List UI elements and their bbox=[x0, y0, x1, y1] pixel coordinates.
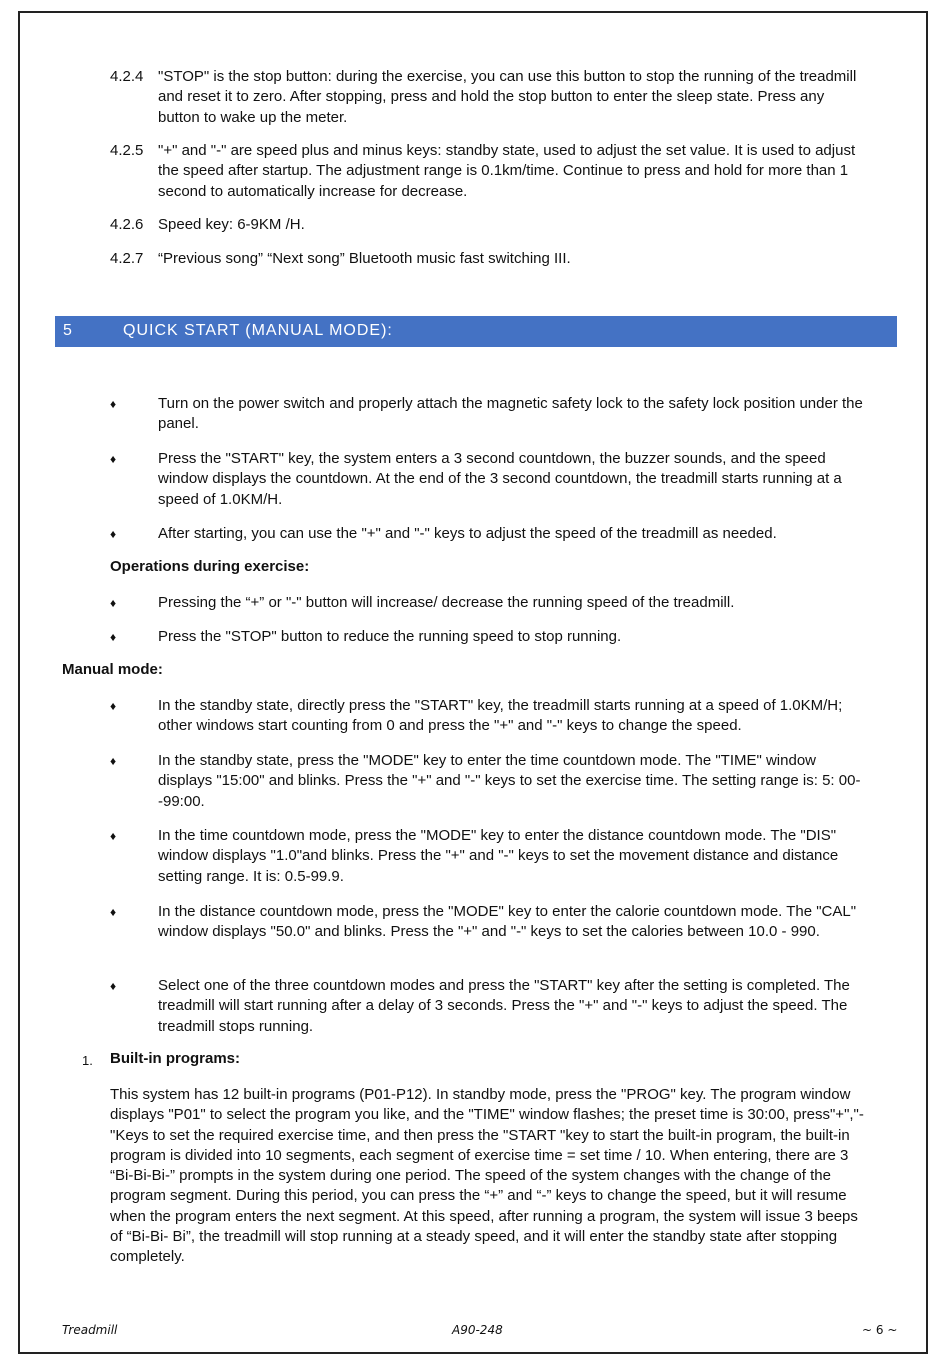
item-number: 4.2.4 bbox=[110, 68, 144, 85]
list-item bbox=[110, 751, 870, 812]
list-item bbox=[110, 449, 870, 510]
list-item-text: Press the "STOP" button to reduce the running speed to stop running. bbox=[158, 628, 622, 645]
list-item bbox=[110, 593, 870, 613]
item-4-2-7 bbox=[110, 249, 870, 269]
list-item-text: Select one of the three countdown modes and press the "START" key after the setting is completed. The treadmill will start running after a delay of 3 seconds. Press the "+" and "-" keys to adjust the speed. The treadmill stops running. bbox=[158, 977, 850, 1035]
list-item bbox=[110, 696, 870, 737]
item-number: 4.2.6 bbox=[110, 216, 144, 233]
item-4-2-5 bbox=[110, 141, 870, 202]
bullet-icon: ♦ bbox=[110, 979, 117, 993]
footer-model: A90-248 bbox=[452, 1323, 503, 1337]
list-item-text: Pressing the “+” or "-" button will increase/ decrease the running speed of the treadmill. bbox=[158, 594, 735, 611]
bullet-icon: ♦ bbox=[110, 527, 117, 541]
list-item-text: In the standby state, press the "MODE" key to enter the time countdown mode. The "TIME" window displays "15:00" and blinks. Press the "+" and "-" keys to set the exercise time. The setting range is: 5: 00--99:00. bbox=[158, 752, 861, 810]
list-item bbox=[110, 394, 870, 435]
builtin-heading: Built-in programs: bbox=[110, 1050, 240, 1067]
list-item-text: In the time countdown mode, press the "MODE" key to enter the distance countdown mode. The "DIS" window displays "1.0"and blinks. Press the "+" and "-" keys to set the movement distance and distance setting range. It is: 0.5-99.9. bbox=[158, 827, 839, 885]
operations-heading: Operations during exercise: bbox=[110, 558, 310, 575]
item-number: 4.2.5 bbox=[110, 142, 144, 159]
bullet-icon: ♦ bbox=[110, 596, 117, 610]
item-number: 4.2.7 bbox=[110, 250, 144, 267]
builtin-paragraph: This system has 12 built-in programs (P01-P12). In standby mode, press the "PROG" key. The program window displays "P01" to select the program you like, and the "TIME" window flashes; the preset time is 30:00, press"+","-"Keys to set the required exercise time, and then press the "START "key to start the built-in program, the built-in program is divided into 10 segments, each segment of exercise time = set time / 10. When entering, there are 3 “Bi-Bi-Bi-” prompts in the system during one period. The speed of the system changes with the change of the program segment. During this period, you can press the “+” and “-” keys to change the speed, but it will resume when the program enters the next segment. At this speed, after running a program, the system will issue 3 beeps of “Bi-Bi- Bi”, the treadmill will stop running at a steady speed, and it will enter the standby state after stopping completely. bbox=[110, 1086, 864, 1266]
bullet-icon: ♦ bbox=[110, 630, 117, 644]
section-header bbox=[55, 316, 897, 347]
list-item-text: In the distance countdown mode, press the "MODE" key to enter the calorie countdown mode. The "CAL" window displays "50.0" and blinks. Press the "+" and "-" keys to set the calories between 10.0 - 990. bbox=[158, 903, 857, 941]
list-item-text: Press the "START" key, the system enters a 3 second countdown, the buzzer sounds, and the speed window displays the countdown. At the end of the 3 second countdown, the treadmill starts running at a speed of 1.0KM/H. bbox=[158, 450, 842, 508]
list-item-text: In the standby state, directly press the "START" key, the treadmill starts running at a speed of 1.0KM/H; other windows start counting from 0 and press the "+" and "-" keys to change the speed. bbox=[158, 697, 843, 735]
bullet-icon: ♦ bbox=[110, 754, 117, 768]
footer-product: Treadmill bbox=[62, 1323, 118, 1337]
list-item bbox=[110, 976, 870, 1037]
bullet-icon: ♦ bbox=[110, 452, 117, 466]
list-item-text: After starting, you can use the "+" and "-" keys to adjust the speed of the treadmill as needed. bbox=[158, 525, 777, 542]
item-text: "STOP" is the stop button: during the exercise, you can use this button to stop the running of the treadmill and reset it to zero. After stopping, press and hold the stop button to enter the sleep state. Press any button to wake up the meter. bbox=[158, 68, 857, 126]
item-4-2-4 bbox=[110, 67, 870, 128]
item-text: Speed key: 6-9KM /H. bbox=[158, 216, 305, 233]
item-4-2-6 bbox=[110, 215, 870, 235]
page-number: ~ 6 ~ bbox=[862, 1323, 898, 1337]
list-item bbox=[110, 524, 870, 544]
list-item bbox=[110, 826, 870, 887]
bullet-icon: ♦ bbox=[110, 829, 117, 843]
list-item bbox=[110, 627, 870, 647]
item-text: “Previous song” “Next song” Bluetooth music fast switching III. bbox=[158, 250, 571, 267]
list-item-text: Turn on the power switch and properly attach the magnetic safety lock to the safety lock position under the panel. bbox=[158, 395, 863, 433]
manual-heading: Manual mode: bbox=[62, 661, 163, 678]
list-item bbox=[110, 902, 870, 943]
bullet-icon: ♦ bbox=[110, 905, 117, 919]
bullet-icon: ♦ bbox=[110, 397, 117, 411]
bullet-icon: ♦ bbox=[110, 699, 117, 713]
section-number: 5 bbox=[63, 322, 73, 339]
section-title: QUICK START (MANUAL MODE): bbox=[123, 322, 393, 339]
builtin-number: 1. bbox=[82, 1053, 93, 1068]
item-text: "+" and "-" are speed plus and minus keys: standby state, used to adjust the set value. It is used to adjust the speed after startup. The adjustment range is 0.1km/time. Continue to press and hold for more than 1 second to automatically increase for decrease. bbox=[158, 142, 856, 200]
